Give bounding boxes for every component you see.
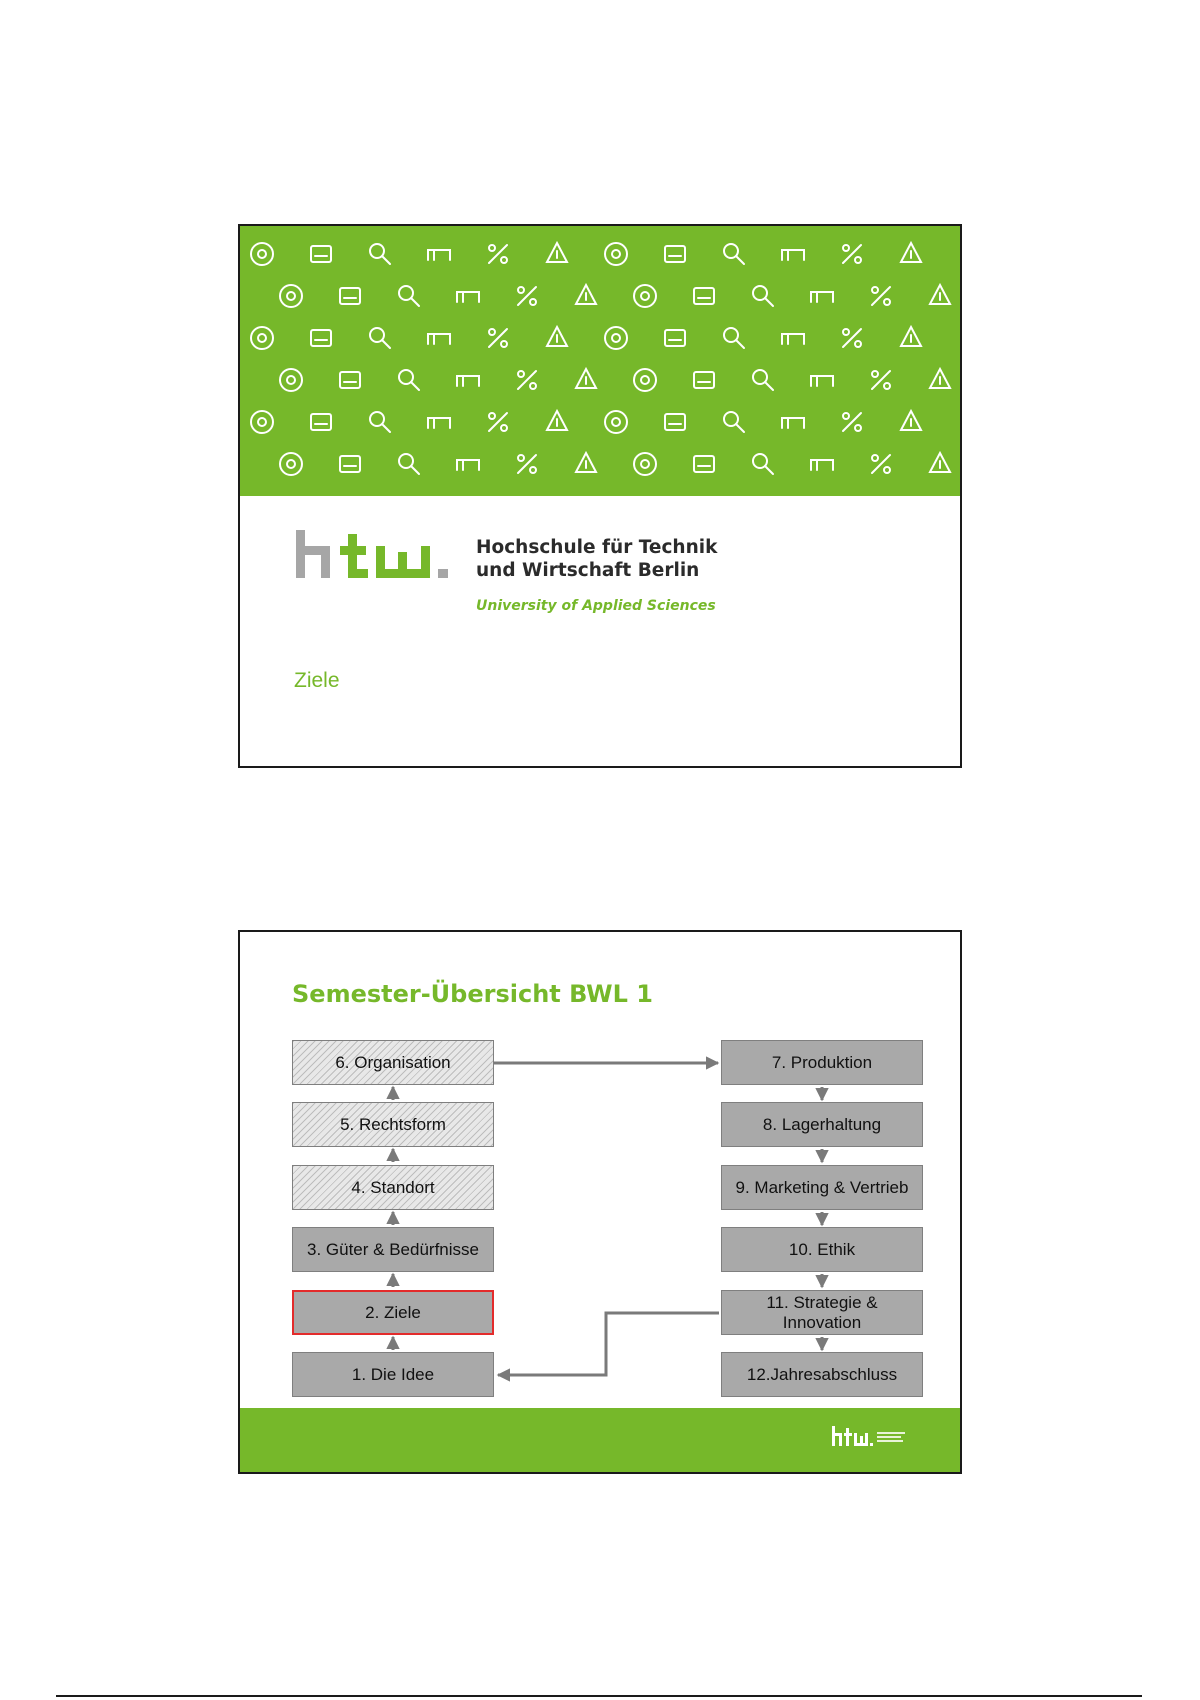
pattern-icon [694,288,714,304]
pattern-icon [901,327,921,346]
pattern-icon [251,411,273,433]
pattern-icon [724,412,744,432]
pattern-icon [930,369,950,388]
pattern-icon [399,286,419,306]
pattern-icon [428,250,450,260]
icon-pattern [240,226,960,496]
pattern-icon [665,330,685,346]
pattern-icon [370,244,390,264]
pattern-icon [280,453,302,475]
title-slide [238,224,962,768]
pattern-icon [753,286,773,306]
step-7-produktion: 7. Produktion [721,1040,923,1085]
pattern-icon [605,243,627,265]
step-3-gueter-beduerfnisse: 3. Güter & Bedürfnisse [292,1227,494,1272]
pattern-icon [547,327,567,346]
pattern-icon [311,246,331,262]
step-8-lagerhaltung: 8. Lagerhaltung [721,1102,923,1147]
pattern-icon [311,330,331,346]
step-10-ethik: 10. Ethik [721,1227,923,1272]
pattern-icon [547,243,567,262]
pattern-icon [724,244,744,264]
pattern-icon [782,250,804,260]
pattern-icon [843,413,861,431]
pattern-icon [665,414,685,430]
pattern-icon [457,376,479,386]
pattern-icon [399,454,419,474]
pattern-icon [901,411,921,430]
pattern-icon [782,418,804,428]
university-name-line2: und Wirtschaft Berlin [476,560,700,581]
pattern-icon [280,285,302,307]
step-12-jahresabschluss: 12.Jahresabschluss [721,1352,923,1397]
pattern-icon [518,371,536,389]
pattern-icon [605,411,627,433]
step-4-standort: 4. Standort [292,1165,494,1210]
pattern-icon [930,453,950,472]
pattern-icon [370,328,390,348]
slide-heading: Semester-Übersicht BWL 1 [292,980,653,1008]
pattern-icon [694,456,714,472]
pattern-icon [753,454,773,474]
pattern-icon [340,456,360,472]
pattern-icon [428,334,450,344]
pattern-icon [811,292,833,302]
pattern-icon [576,453,596,472]
pattern-icon [724,328,744,348]
pattern-icon [782,334,804,344]
pattern-icon [901,243,921,262]
pattern-icon [311,414,331,430]
step-9-marketing-vertrieb: 9. Marketing & Vertrieb [721,1165,923,1210]
footer-htw-logo [832,1424,908,1455]
pattern-icon [340,288,360,304]
pattern-icon [457,292,479,302]
pattern-icon [811,460,833,470]
pattern-icon [634,285,656,307]
step-11-strategie-innovation: 11. Strategie & Innovation [721,1290,923,1335]
footer-band [240,1408,960,1472]
pattern-icon [930,285,950,304]
pattern-icon [843,245,861,263]
arrow-11-to-1 [498,1313,719,1375]
pattern-icon [576,369,596,388]
pattern-icon [872,287,890,305]
semester-overview-slide [238,930,962,1474]
pattern-icon [634,369,656,391]
university-subtitle: University of Applied Sciences [476,598,716,614]
pattern-icon [665,246,685,262]
pattern-icon [843,329,861,347]
pattern-icon [399,370,419,390]
step-2-ziele-current: 2. Ziele [292,1290,494,1335]
pattern-icon [518,455,536,473]
pattern-icon [457,460,479,470]
pattern-icon [634,453,656,475]
pattern-icon [694,372,714,388]
pattern-icon [811,376,833,386]
pattern-icon [251,243,273,265]
pattern-icon [547,411,567,430]
htw-logo [296,528,456,580]
pattern-icon [872,455,890,473]
pattern-icon [753,370,773,390]
pattern-icon [489,245,507,263]
page-bottom-rule [56,1695,1142,1697]
pattern-icon [251,327,273,349]
icon-pattern-band [240,226,960,496]
pattern-icon [872,371,890,389]
pattern-icon [605,327,627,349]
pattern-icon [489,413,507,431]
pattern-icon [518,287,536,305]
step-5-rechtsform: 5. Rechtsform [292,1102,494,1147]
slide-title: Ziele [294,669,340,692]
pattern-icon [576,285,596,304]
pattern-icon [370,412,390,432]
pattern-icon [280,369,302,391]
pattern-icon [340,372,360,388]
university-name-line1: Hochschule für Technik [476,537,718,558]
pattern-icon [489,329,507,347]
pattern-icon [428,418,450,428]
step-1-die-idee: 1. Die Idee [292,1352,494,1397]
university-name [476,536,717,582]
step-6-organisation: 6. Organisation [292,1040,494,1085]
